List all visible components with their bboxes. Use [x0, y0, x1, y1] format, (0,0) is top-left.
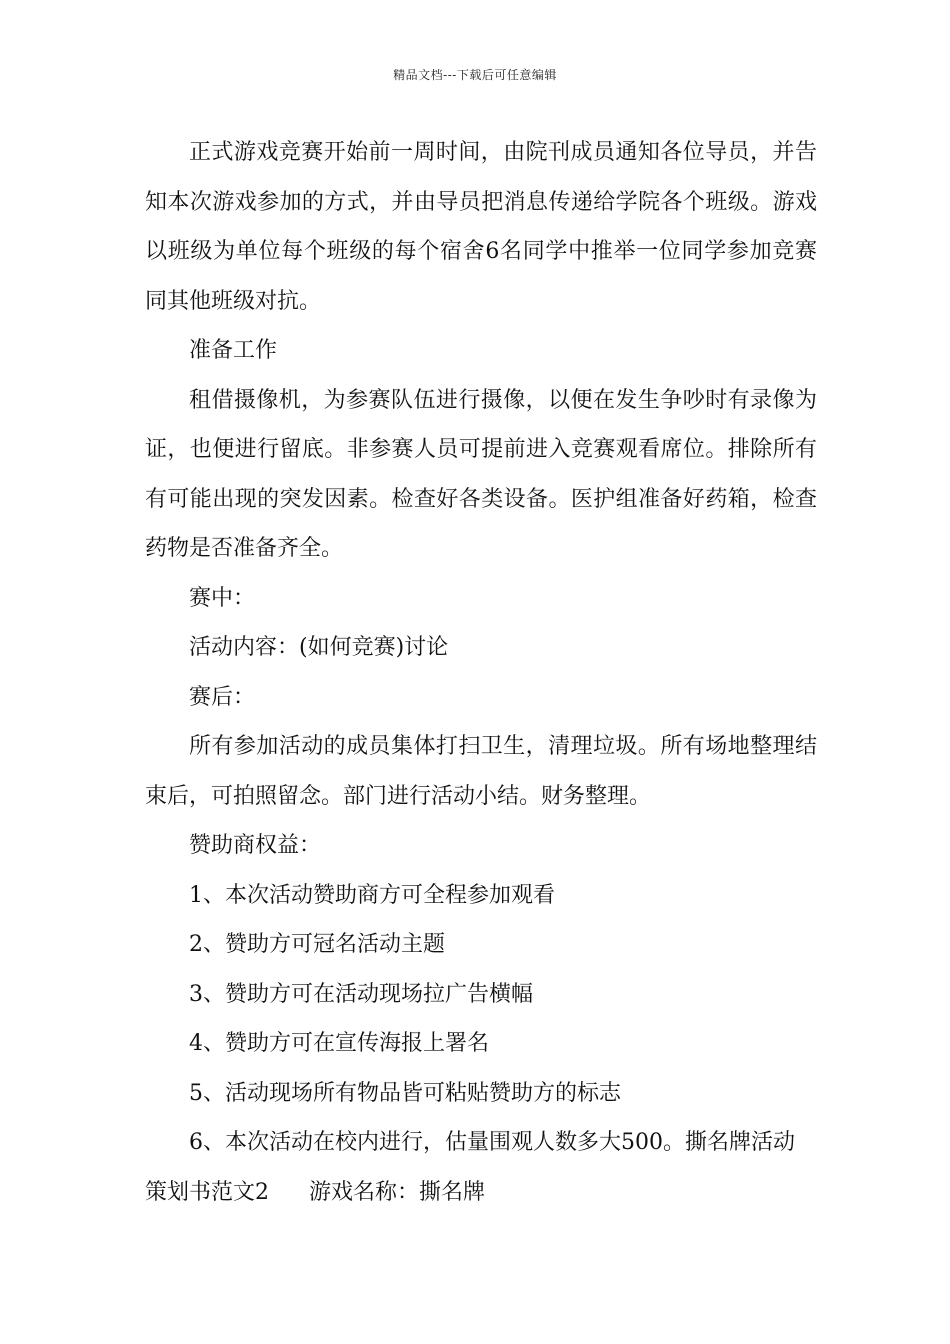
paragraph-intro: 正式游戏竞赛开始前一周时间，由院刊成员通知各位导员，并告知本次游戏参加的方式，并由导员把消息传递给学院各个班级。游戏以班级为单位每个班级的每个宿舍6名同学中推举一位同学参加竞赛同其他班级对抗。: [145, 140, 817, 314]
game-name-label: 游戏名称：撕名牌: [309, 1179, 486, 1205]
paragraph-activity-content: 活动内容：(如何竞赛)讨论: [189, 635, 449, 660]
doc-title-fragment: 策划书范文2: [145, 1179, 269, 1205]
final-line: [145, 1168, 817, 1218]
page-header: 精品文档---下载后可任意编辑: [393, 68, 557, 82]
heading-during-game: 赛中：: [189, 585, 256, 611]
list-item-sponsor-1: 1、本次活动赞助商方可全程参加观看: [189, 882, 555, 908]
document-body: [145, 128, 817, 1217]
list-item-sponsor-3: 3、赞助方可在活动现场拉广告横幅: [189, 981, 533, 1007]
list-item-sponsor-5: 5、活动现场所有物品皆可粘贴赞助方的标志: [189, 1080, 621, 1106]
list-item-sponsor-4: 4、赞助方可在宣传海报上署名: [189, 1031, 489, 1056]
paragraph-preparation: 租借摄像机，为参赛队伍进行摄像，以便在发生争吵时有录像为证，也便进行留底。非参赛人员可提前进入竞赛观看席位。排除所有有可能出现的突发因素。检查好各类设备。医护组准备好药箱，检查药物是否准备齐全。: [145, 387, 817, 561]
list-item-sponsor-6: 6、本次活动在校内进行，估量围观人数多大500。撕名牌活动: [189, 1130, 795, 1155]
heading-after-game: 赛后：: [189, 684, 256, 710]
heading-sponsor-rights: 赞助商权益：: [189, 833, 322, 858]
list-item-sponsor-2: 2、赞助方可冠名活动主题: [189, 932, 445, 957]
paragraph-cleanup: 所有参加活动的成员集体打扫卫生，清理垃圾。所有场地整理结束后，可拍照留念。部门进行活动小结。财务整理。: [145, 734, 817, 809]
heading-preparation: 准备工作: [189, 338, 278, 363]
